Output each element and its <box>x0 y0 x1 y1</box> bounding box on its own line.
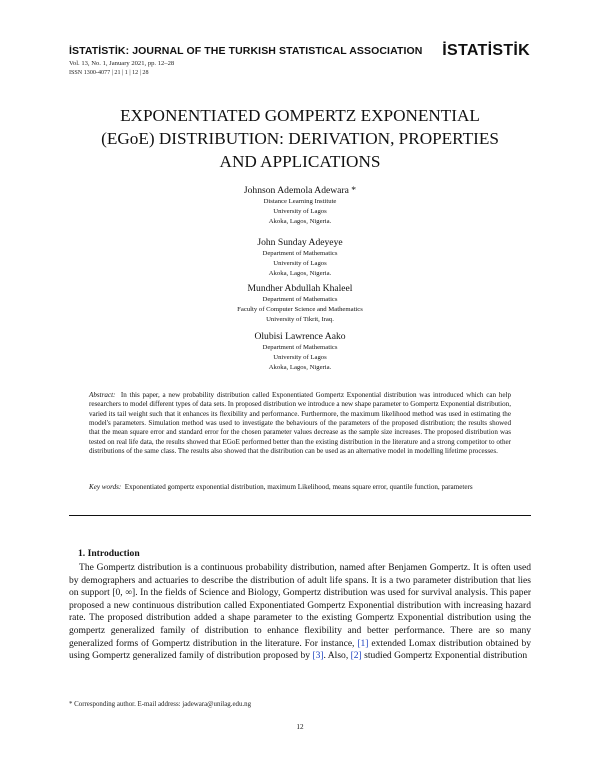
journal-brand-logo: İSTATİSTİK <box>442 42 530 59</box>
affiliation-line: Distance Learning Institute <box>263 198 337 205</box>
page-number: 12 <box>296 723 304 731</box>
journal-name: İSTATİSTİK: JOURNAL OF THE TURKISH STATISTICAL ASSOCIATION <box>69 45 423 57</box>
issn-line: ISSN 1300-4077 | 21 | 1 | 12 | 28 <box>69 70 149 76</box>
citation-link[interactable]: [3] <box>312 650 324 662</box>
affiliation-line: Department of Mathematics <box>262 344 338 351</box>
affiliation-line: University of Lagos <box>273 354 327 362</box>
keywords <box>89 483 511 492</box>
divider <box>69 515 531 516</box>
author-name: John Sunday Adeyeye <box>257 237 343 248</box>
affiliation-line: Akoka, Lagos, Nigeria. <box>268 364 332 372</box>
affiliation-line: University of Lagos <box>273 260 327 268</box>
title-line: EXPONENTIATED GOMPERTZ EXPONENTIAL <box>120 106 480 125</box>
author-block <box>100 237 500 280</box>
volume-line: Vol. 13, No. 1, January 2021, pp. 12–28 <box>69 60 175 67</box>
affiliation-line: Department of Mathematics <box>262 296 338 303</box>
affiliation-line: University of Lagos <box>273 208 327 216</box>
citation-link[interactable]: [1] <box>357 637 369 649</box>
text-run: studied Gompertz Exponential distribution <box>361 650 528 662</box>
affiliation-line: Department of Mathematics <box>262 250 338 257</box>
affiliation-line: University of Tikrit, Iraq. <box>266 316 334 324</box>
section-heading: 1. Introduction <box>78 548 140 559</box>
abstract-text: In this paper, a new probability distribution called Exponentiated Gompertz Exponential distribution was introduced which can help researchers to model different types of data sets. In proposed distribution we introduce a new shape parameter to Gompertz Exponential distribution, varied its tail weight such that it enhances its flexibility and performance. Furthermore, the maximum likelihood method was used in estimating the model's parameters. Simulation method was used to investigate the behaviours of the parameters of the proposed distribution; the results showed that the mean square error and standard error for the chosen parameter values decrease as the sample size increases. The proposed distribution was tested on real life data, the results showed that EGoE performed better than the existing distribution in the literature and a strong competitor to other distributions of the same class. The results also showed that the distribution can be used as an alternative model in modelling lifetime processes. <box>89 391 511 456</box>
title-line: (EGoE) DISTRIBUTION: DERIVATION, PROPERTIES <box>101 129 499 148</box>
affiliation-line: Akoka, Lagos, Nigeria. <box>268 218 332 226</box>
author-name: Johnson Ademola Adewara * <box>243 185 357 196</box>
citation-link[interactable]: [2] <box>350 650 362 662</box>
author-name: Olubisi Lawrence Aako <box>254 331 346 342</box>
footnote: * Corresponding author. E-mail address: jadewara@unilag.edu.ng <box>69 701 252 708</box>
title-line: AND APPLICATIONS <box>219 152 381 171</box>
paper-title <box>60 104 540 173</box>
text-run: extended Lomax distribution obtained by using Gompertz generalized family of distribution proposed by <box>69 637 531 662</box>
author-name: Mundher Abdullah Khaleel <box>247 283 353 294</box>
affiliation-line: Faculty of Computer Science and Mathematics <box>237 306 363 314</box>
keywords-text: Exponentiated gompertz exponential distribution, maximum Likelihood, means square error, quantile function, parameters <box>124 483 473 491</box>
abstract-label: Abstract: <box>89 391 116 399</box>
affiliation-line: Akoka, Lagos, Nigeria. <box>268 270 332 278</box>
text-run: The Gompertz distribution is a continuous probability distribution, named after Benjamen Gompertz. It is often used by demographers and actuaries to describe the distribution of adult life spans. It is a two parameter distribution that lies on support [0, ∞]. In the fields of Science and Biology, Gompertz distribution was used for survival analysis. This paper proposed a new continuous distribution called Exponentiated Gompertz Exponential distribution with increasing hazard rate. The proposed distribution added a shape parameter to the existing Gompertz Exponential distribution using the gompertz generalized family of distribution to enhance flexibility and better performance. There are so many generalized forms of Gompertz distribution in the literature. For instance, <box>69 562 531 649</box>
paragraph <box>69 562 531 663</box>
author-block <box>100 331 500 374</box>
keywords-label: Key words: <box>89 483 122 491</box>
author-block <box>100 283 500 326</box>
author-block <box>100 185 500 228</box>
abstract <box>89 391 511 456</box>
text-run: . Also, <box>323 650 351 662</box>
introduction-body <box>69 562 531 663</box>
